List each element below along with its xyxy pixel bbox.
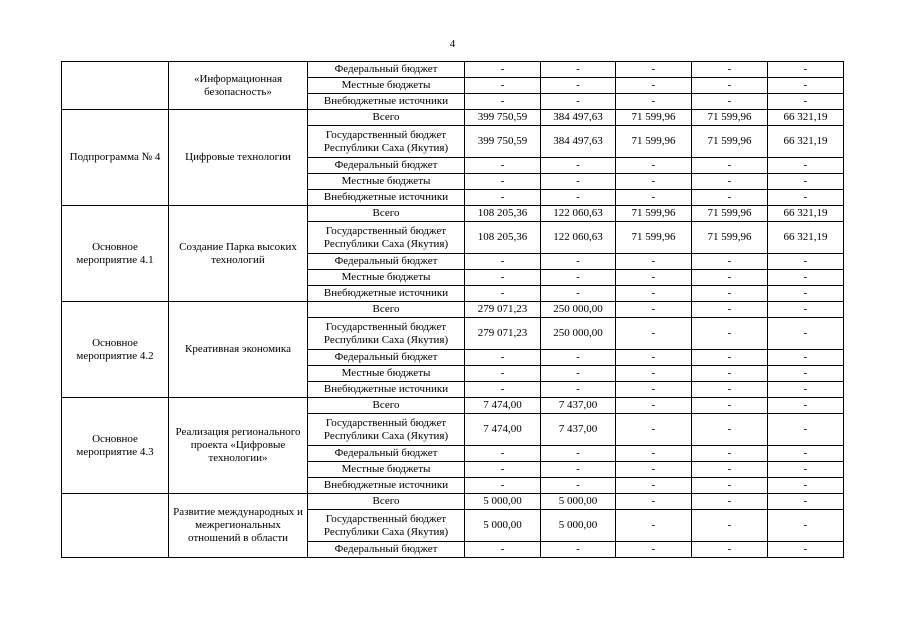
value-cell: - [616,158,692,174]
value-cell: 66 321,19 [768,222,844,254]
value-cell: - [692,382,768,398]
value-cell: 71 599,96 [616,206,692,222]
value-cell: 7 437,00 [541,414,616,446]
value-cell: - [616,78,692,94]
funding-source-cell: Внебюджетные источники [308,478,465,494]
value-cell: - [616,318,692,350]
value-cell: 250 000,00 [541,302,616,318]
activity-name-cell: Реализация регионального проекта «Цифровые технологии» [169,398,308,494]
value-cell: - [465,62,541,78]
value-cell: - [465,366,541,382]
value-cell: 5 000,00 [465,510,541,542]
value-cell: - [616,62,692,78]
funding-source-cell: Федеральный бюджет [308,542,465,558]
value-cell: - [541,78,616,94]
funding-source-cell: Федеральный бюджет [308,158,465,174]
value-cell: - [541,478,616,494]
value-cell: - [616,190,692,206]
value-cell: - [692,366,768,382]
value-cell: 399 750,59 [465,126,541,158]
value-cell: - [541,190,616,206]
value-cell: - [768,446,844,462]
funding-source-cell: Местные бюджеты [308,462,465,478]
value-cell: - [541,62,616,78]
value-cell: - [768,174,844,190]
value-cell: - [465,382,541,398]
value-cell: - [692,414,768,446]
activity-name-cell: Цифровые технологии [169,110,308,206]
value-cell: - [616,398,692,414]
program-name-cell: Основное мероприятие 4.2 [62,302,169,398]
page-number: 4 [449,38,456,50]
table-row [62,206,844,222]
table-row [62,398,844,414]
value-cell: - [768,62,844,78]
value-cell: 279 071,23 [465,318,541,350]
value-cell: - [692,254,768,270]
value-cell: - [541,382,616,398]
value-cell: - [616,174,692,190]
funding-source-cell [308,222,465,254]
value-cell: - [692,318,768,350]
funding-source-cell [308,318,465,350]
value-cell: - [768,350,844,366]
value-cell: - [692,494,768,510]
funding-source-line: Республики Саха (Якутия) [323,525,449,538]
value-cell: - [465,190,541,206]
value-cell: 66 321,19 [768,206,844,222]
funding-source-cell: Федеральный бюджет [308,62,465,78]
value-cell: - [616,254,692,270]
value-cell: - [692,174,768,190]
program-name-cell [62,494,169,558]
program-name-cell [62,62,169,110]
value-cell: - [541,94,616,110]
value-cell: - [541,174,616,190]
value-cell: - [768,382,844,398]
value-cell: - [616,510,692,542]
value-cell: - [768,414,844,446]
value-cell: - [616,382,692,398]
value-cell: 279 071,23 [465,302,541,318]
funding-source-cell: Внебюджетные источники [308,382,465,398]
value-cell: 122 060,63 [541,222,616,254]
funding-source-cell: Внебюджетные источники [308,94,465,110]
value-cell: 384 497,63 [541,126,616,158]
value-cell: - [692,286,768,302]
value-cell: 71 599,96 [616,126,692,158]
value-cell: - [768,94,844,110]
funding-source-cell: Федеральный бюджет [308,446,465,462]
value-cell: - [692,542,768,558]
activity-name-cell: Креативная экономика [169,302,308,398]
value-cell: - [465,158,541,174]
funding-source-cell: Федеральный бюджет [308,350,465,366]
funding-source-cell: Всего [308,302,465,318]
value-cell: 71 599,96 [692,126,768,158]
value-cell: - [768,158,844,174]
value-cell: 122 060,63 [541,206,616,222]
funding-source-line: Государственный бюджет [325,416,447,429]
value-cell: - [541,462,616,478]
funding-source-line: Республики Саха (Якутия) [323,141,449,154]
funding-source-cell: Всего [308,398,465,414]
value-cell: - [465,270,541,286]
value-cell: - [616,302,692,318]
value-cell: - [465,94,541,110]
value-cell: - [692,478,768,494]
value-cell: - [768,78,844,94]
funding-source-line: Государственный бюджет [325,224,447,237]
value-cell: 108 205,36 [465,206,541,222]
funding-source-cell: Всего [308,206,465,222]
value-cell: 71 599,96 [692,222,768,254]
funding-source-cell [308,414,465,446]
value-cell: - [768,398,844,414]
value-cell: 7 437,00 [541,398,616,414]
value-cell: 7 474,00 [465,414,541,446]
value-cell: 66 321,19 [768,126,844,158]
value-cell: 250 000,00 [541,318,616,350]
funding-source-line: Государственный бюджет [325,128,447,141]
activity-name-cell: «Информационная безопасность» [169,62,308,110]
funding-source-cell: Местные бюджеты [308,174,465,190]
value-cell: - [465,446,541,462]
value-cell: - [616,494,692,510]
value-cell: - [541,158,616,174]
table-row [62,62,844,78]
value-cell: - [692,462,768,478]
table-body [62,62,844,558]
value-cell: 5 000,00 [541,510,616,542]
value-cell: 5 000,00 [465,494,541,510]
value-cell: - [692,78,768,94]
value-cell: - [541,350,616,366]
program-name-cell: Подпрограмма № 4 [62,110,169,206]
funding-source-cell: Местные бюджеты [308,270,465,286]
value-cell: - [768,510,844,542]
value-cell: - [692,62,768,78]
value-cell: - [616,478,692,494]
value-cell: - [616,286,692,302]
value-cell: - [541,366,616,382]
funding-source-line: Государственный бюджет [325,512,447,525]
funding-source-cell: Внебюджетные источники [308,190,465,206]
funding-source-cell: Всего [308,110,465,126]
value-cell: 108 205,36 [465,222,541,254]
funding-source-cell [308,126,465,158]
program-name-cell: Основное мероприятие 4.3 [62,398,169,494]
value-cell: - [541,542,616,558]
activity-name-cell: Создание Парка высоких технологий [169,206,308,302]
funding-source-cell: Внебюджетные источники [308,286,465,302]
value-cell: - [692,94,768,110]
value-cell: - [768,494,844,510]
funding-source-cell: Всего [308,494,465,510]
funding-source-cell [308,510,465,542]
value-cell: 384 497,63 [541,110,616,126]
value-cell: - [465,350,541,366]
value-cell: - [616,414,692,446]
value-cell: - [692,398,768,414]
funding-source-cell: Местные бюджеты [308,78,465,94]
value-cell: 71 599,96 [616,110,692,126]
funding-source-cell: Федеральный бюджет [308,254,465,270]
value-cell: - [616,94,692,110]
value-cell: - [768,542,844,558]
funding-source-line: Государственный бюджет [325,320,447,333]
value-cell: - [541,286,616,302]
value-cell: - [616,462,692,478]
value-cell: - [692,302,768,318]
value-cell: 5 000,00 [541,494,616,510]
value-cell: 71 599,96 [616,222,692,254]
value-cell: - [768,270,844,286]
funding-source-cell: Местные бюджеты [308,366,465,382]
value-cell: - [692,158,768,174]
funding-source-line: Республики Саха (Якутия) [323,429,449,442]
value-cell: - [768,462,844,478]
value-cell: - [616,270,692,286]
value-cell: - [768,190,844,206]
value-cell: 71 599,96 [692,110,768,126]
value-cell: - [692,190,768,206]
value-cell: - [768,286,844,302]
value-cell: - [616,350,692,366]
value-cell: - [616,542,692,558]
value-cell: - [768,302,844,318]
table-row [62,302,844,318]
value-cell: - [616,366,692,382]
value-cell: - [541,254,616,270]
program-name-cell: Основное мероприятие 4.1 [62,206,169,302]
value-cell: - [768,478,844,494]
value-cell: - [541,446,616,462]
value-cell: - [692,510,768,542]
value-cell: - [541,270,616,286]
value-cell: - [465,286,541,302]
value-cell: - [465,78,541,94]
table-row [62,110,844,126]
value-cell: 399 750,59 [465,110,541,126]
value-cell: - [465,254,541,270]
value-cell: - [768,254,844,270]
value-cell: - [692,270,768,286]
value-cell: 7 474,00 [465,398,541,414]
funding-source-line: Республики Саха (Якутия) [323,333,449,346]
table-row [62,494,844,510]
budget-table [61,61,844,558]
value-cell: - [465,478,541,494]
value-cell: - [465,462,541,478]
value-cell: 71 599,96 [692,206,768,222]
value-cell: - [465,174,541,190]
funding-source-line: Республики Саха (Якутия) [323,237,449,250]
value-cell: - [465,542,541,558]
value-cell: - [768,366,844,382]
value-cell: - [692,446,768,462]
activity-name-cell: Развитие международных и межрегиональных отношений в области [169,494,308,558]
value-cell: - [768,318,844,350]
value-cell: 66 321,19 [768,110,844,126]
value-cell: - [692,350,768,366]
value-cell: - [616,446,692,462]
